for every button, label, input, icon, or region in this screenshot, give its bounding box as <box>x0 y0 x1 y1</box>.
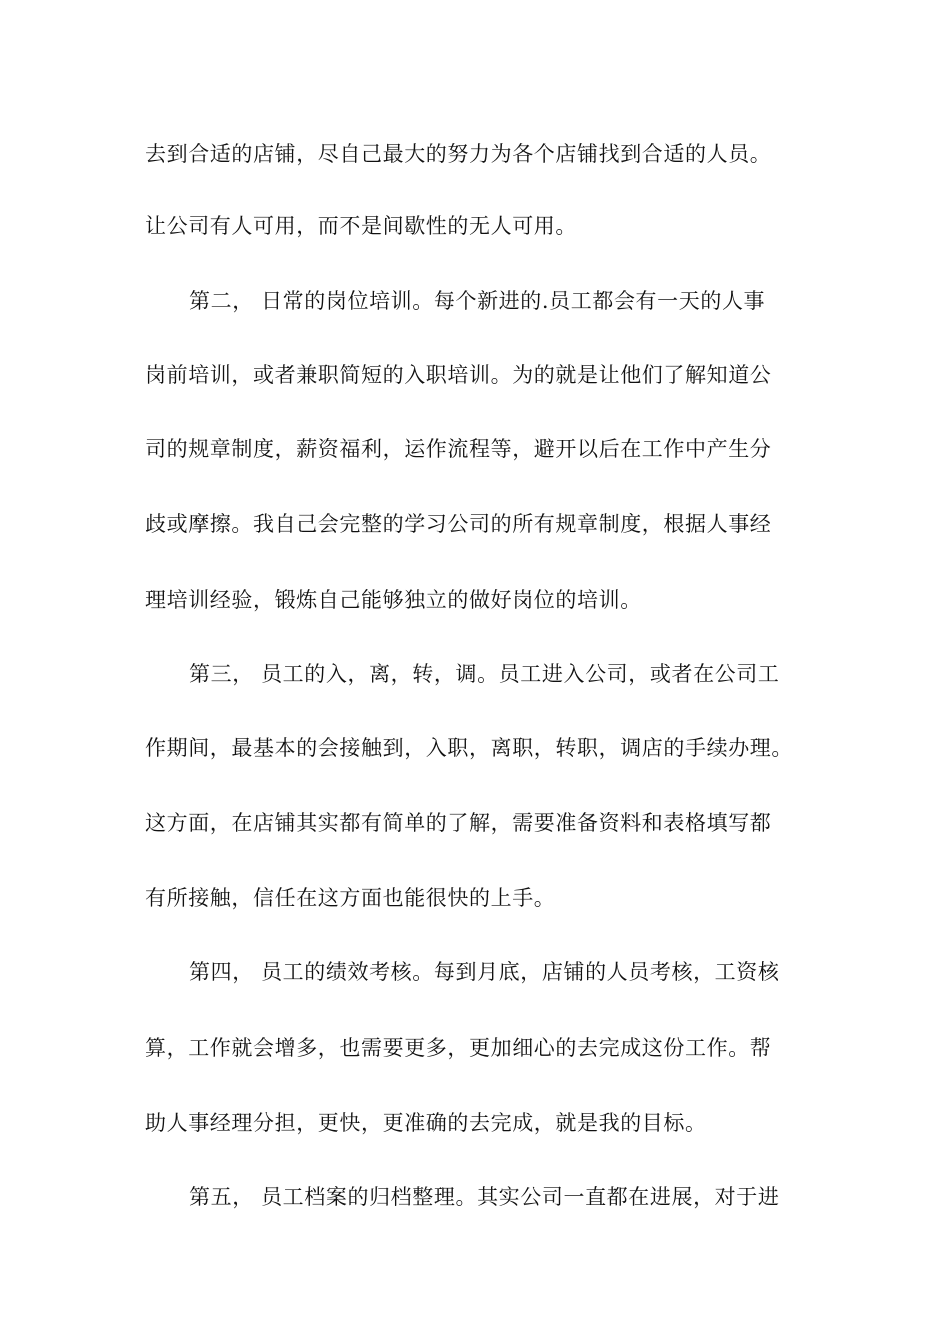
text-line-11: 有所接触，信任在这方面也能很快的上手。 <box>145 886 556 910</box>
text-line-4: 岗前培训，或者兼职简短的入职培训。为的就是让他们了解知道公 <box>145 363 772 387</box>
paragraph-2-start: 第二， 日常的岗位培训。每个新进的.员工都会有一天的人事 <box>189 289 766 313</box>
text-line-5: 司的规章制度，薪资福利，运作流程等，避开以后在工作中产生分 <box>145 437 772 461</box>
text-line-7: 理培训经验，锻炼自己能够独立的做好岗位的培训。 <box>145 588 642 612</box>
text-line-10: 这方面，在店铺其实都有简单的了解，需要准备资料和表格填写都 <box>145 811 772 835</box>
text-line-2: 让公司有人可用，而不是间歇性的无人可用。 <box>145 214 577 238</box>
text-line-1: 去到合适的店铺，尽自己最大的努力为各个店铺找到合适的人员。 <box>145 142 772 166</box>
text-line-9: 作期间，最基本的会接触到，入职，离职，转职，调店的手续办理。 <box>145 736 793 760</box>
text-line-14: 助人事经理分担，更快，更准确的去完成，就是我的目标。 <box>145 1111 707 1135</box>
text-line-6: 歧或摩擦。我自己会完整的学习公司的所有规章制度，根据人事经 <box>145 512 772 536</box>
text-line-13: 算，工作就会增多，也需要更多，更加细心的去完成这份工作。帮 <box>145 1036 772 1060</box>
paragraph-3-start: 第三， 员工的入，离，转，调。员工进入公司，或者在公司工 <box>189 662 780 686</box>
paragraph-5-start: 第五， 员工档案的归档整理。其实公司一直都在进展，对于进 <box>189 1185 780 1209</box>
paragraph-4-start: 第四， 员工的绩效考核。每到月底，店铺的人员考核，工资核 <box>189 960 780 984</box>
